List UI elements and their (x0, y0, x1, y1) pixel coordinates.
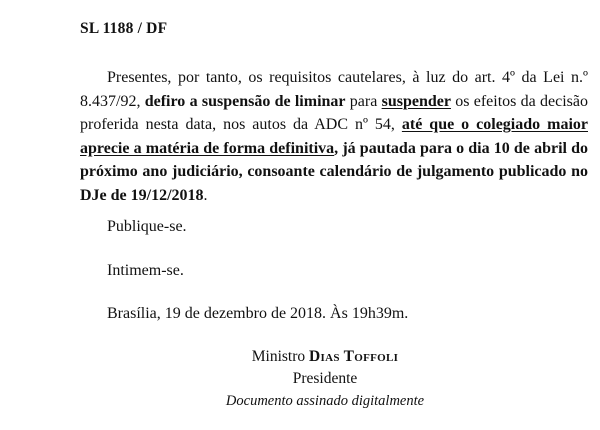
place-date-line: Brasília, 19 de dezembro de 2018. Às 19h39m. (107, 305, 409, 322)
body-bold-pauta: , já pautada para o dia 10 de abril do próximo ano judiciário, consoante calendário de julgamento publicado no DJe de 19/12/2018 (80, 139, 589, 204)
signature-note: Documento assinado digitalmente (225, 393, 425, 409)
body-underline-colegiado: até que o colegiado maior aprecie a matéria de forma definitiva (80, 116, 588, 157)
case-reference: SL 1188 / DF (80, 20, 168, 37)
body-text-2: para (345, 92, 382, 110)
decision-paragraph (80, 66, 588, 208)
signature-name-line (180, 348, 470, 366)
body-text-1: Presentes, por tanto, os requisitos cautelares, à luz do art. 4º da Lei n.º 8.437/92, (80, 69, 588, 110)
signature-title: Ministro (251, 348, 310, 365)
body-text-end: . (203, 186, 208, 204)
body-bold-suspension: defiro a suspensão de liminar (144, 92, 346, 110)
signature-name: Dias Toffoli (309, 348, 399, 365)
publique-line: Publique-se. (107, 218, 187, 235)
body-bold-suspender (382, 93, 451, 110)
intimem-line: Intimem-se. (107, 262, 184, 279)
signature-role: Presidente (292, 370, 358, 387)
body-underline-suspender: suspender (381, 92, 451, 110)
body-text-3: os efeitos da decisão proferida nesta data, nos autos da ADC nº 54, (80, 92, 589, 134)
